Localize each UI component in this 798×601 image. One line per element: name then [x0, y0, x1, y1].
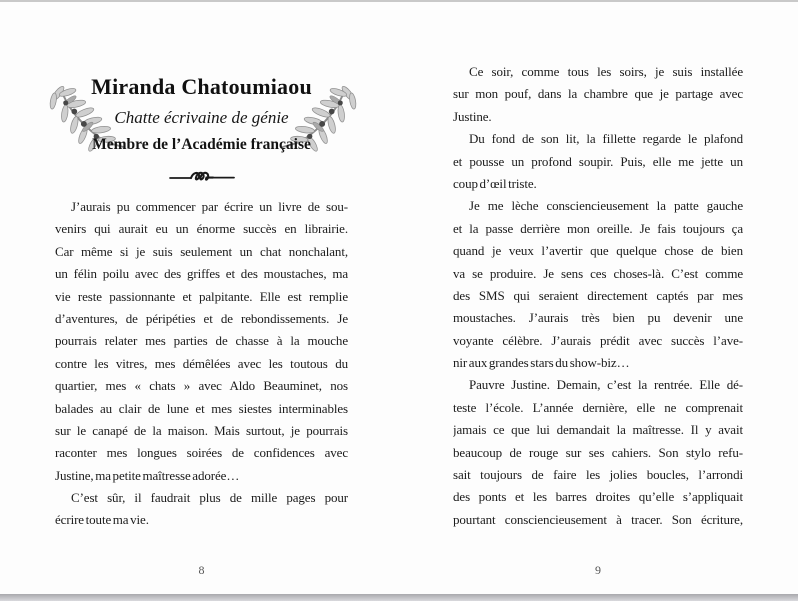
text-line: contre les vitres, mes démêlées avec les toutous du: [55, 355, 348, 371]
page-right-body: [453, 61, 743, 531]
text-line: C’est sûr, il faudrait plus de mille pages pour: [71, 490, 348, 506]
text-line: moustaches. J’aurais très bien pu devenir une: [453, 310, 743, 326]
text-line: sur le canapé de la maison. Mais surtout, je pourrais: [55, 422, 348, 438]
text-line: écrire toute ma vie.: [55, 512, 149, 528]
text-line: Car même si je suis seulement un chat nonchalant,: [55, 243, 348, 259]
text-line: teste l’école. L’année dernière, elle ne comprenait: [453, 399, 743, 415]
page-right: [453, 0, 743, 594]
text-line: Justine, ma petite maîtresse adorée…: [55, 467, 240, 483]
rope-twist-divider-icon: [169, 170, 235, 185]
window-bottom-edge: [0, 594, 798, 601]
text-line: pourtant consciencieusement à tracer. Son écriture,: [453, 511, 743, 527]
text-line: des SMS qui seraient directement captés par mes: [453, 287, 743, 303]
text-line: des ponts et les barres droites qu’elle s’appliquait: [453, 489, 743, 505]
text-line: et pousse un profond soupir. Puis, elle me jette un: [453, 153, 743, 169]
text-line: va se produire. Je sens ces choses-là. C’est comme: [453, 265, 743, 281]
text-line: un félin poilu avec des griffes et des moustaches, ma: [55, 266, 348, 282]
text-line: J’aurais pu commencer par écrire un livre de sou-: [71, 199, 348, 214]
text-line: sur mon pouf, dans la chambre que je partage avec: [453, 86, 743, 102]
text-line: et la passe derrière mon oreille. Je fais toujours ça: [453, 220, 743, 236]
author-name: Miranda Chatoumiaou: [91, 74, 312, 99]
text-line: Pauvre Justine. Demain, c’est la rentrée. Elle dé-: [469, 377, 743, 393]
author-subtitle: Chatte écrivaine de génie: [114, 108, 289, 127]
text-line: beaucoup de rouge sur ses cahiers. Son stylo refu-: [453, 444, 743, 460]
text-line: vie reste passionnante et palpitante. Elle est remplie: [55, 288, 348, 304]
text-line: raconter mes longues soirées de confidences avec: [55, 445, 348, 461]
text-line: quand je veux l’avertir que quelque chose de bien: [453, 243, 743, 259]
text-line: pourrais relater mes parties de chasse à la mouche: [55, 333, 348, 349]
page-number-right: 9: [595, 563, 601, 577]
text-line: Du fond de son lit, la fillette regarde le plafond: [469, 131, 743, 147]
page-left-body: [55, 196, 348, 532]
text-line: Je me lèche consciencieusement la patte gauche: [469, 198, 743, 214]
text-line: quartier, mes « chats » avec Aldo Beauminet, nos: [55, 378, 348, 394]
text-line: sait toujours de faire les jolies boucles, l’arrondi: [453, 467, 743, 483]
text-line: Justine.: [453, 108, 492, 124]
page-number-left: 8: [198, 563, 205, 577]
author-affiliation: Membre de l’Académie française: [92, 136, 311, 153]
text-line: jamais ce que lui demandait la maîtresse. Il y avait: [453, 422, 743, 438]
text-line: coup d’œil triste.: [453, 175, 537, 191]
page-left: [55, 0, 348, 594]
text-line: nir aux grandes stars du show-biz…: [453, 355, 630, 371]
text-line: venirs qui aurait eu un énorme succès en librairie.: [55, 221, 348, 237]
text-line: Ce soir, comme tous les soirs, je suis installée: [469, 64, 743, 79]
text-line: balades au clair de lune et mes siestes interminables: [55, 400, 348, 416]
text-line: d’aventures, de péripéties et de rebondissements. Je: [55, 310, 348, 326]
text-line: voyante célèbre. J’aurais prédit avec succès l’ave-: [453, 332, 743, 348]
